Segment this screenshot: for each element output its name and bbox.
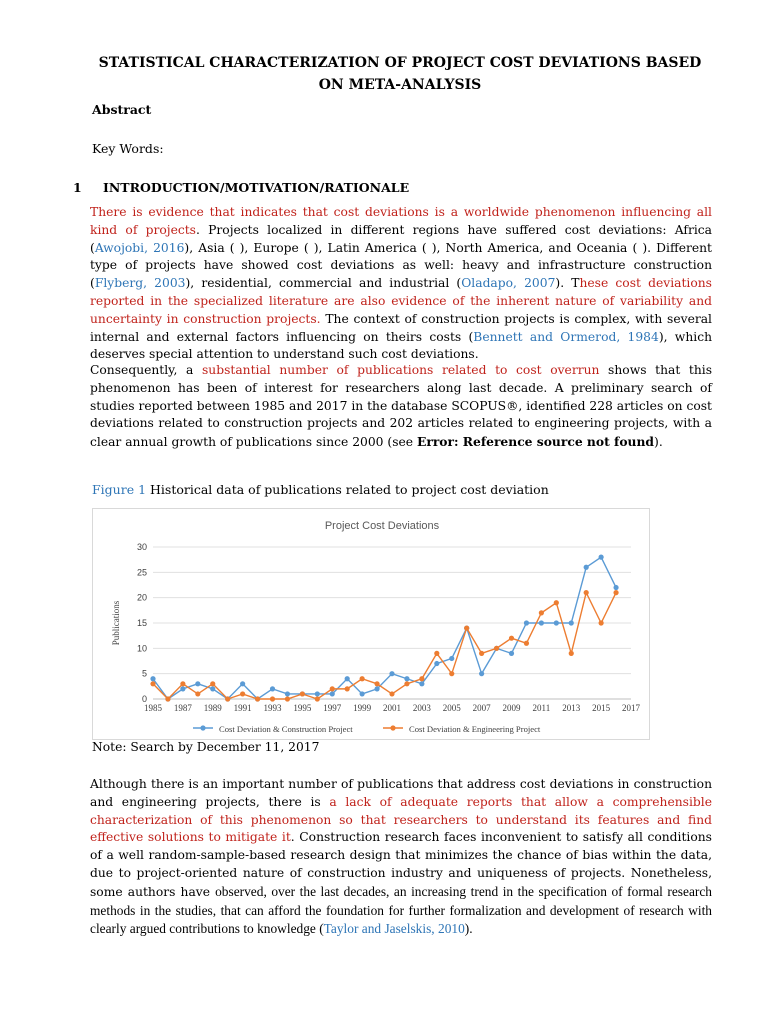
citation-flyberg[interactable]: Flyberg, 2003 [94,276,186,291]
title-line-2: ON META-ANALYSIS [318,77,482,93]
series-line-2 [153,593,616,699]
series-1-point [434,661,439,666]
citation-awojobi[interactable]: Awojobi, 2016 [94,240,185,255]
series-2-point [389,691,394,696]
series-2-point [509,636,514,641]
p1-highlight-2: hese cost deviations reported in the specialized literature are also evidence of the inherent nature of variability and uncertainty in construction projects. [90,276,712,326]
series-2-point [270,696,275,701]
p2-text-3: ). [654,435,663,450]
y-tick-label: 25 [136,567,147,578]
series-1-point [419,681,424,686]
p1-text-4: ). T [555,276,580,291]
series-1-point [195,681,200,686]
series-1-point [240,681,245,686]
series-1-point [509,651,514,656]
series-2-point [613,590,618,595]
series-2-point [300,691,305,696]
figure-label: Figure 1 [92,482,147,497]
series-2-point [479,651,484,656]
series-1-point [554,620,559,625]
series-1-point [285,691,290,696]
section-heading: INTRODUCTION/MOTIVATION/RATIONALE [103,180,410,195]
series-2-point [449,671,454,676]
x-tick-label: 2009 [502,703,521,713]
x-tick-label: 1993 [263,703,282,713]
series-2-point [464,625,469,630]
legend-marker-1 [200,725,205,730]
legend-engineering: Cost Deviation & Engineering Project [409,724,541,734]
x-tick-label: 1987 [173,703,192,713]
p2-text-2: shows that this phenomenon has been of interest for researchers along last decade. A preliminary search of studies reported between 1985 and 2017 in the database SCOPUS®, identified 228 articles on cost deviations related to construction projects and 202 articles related to engineering projects, with a clear annual growth of publications since 2000 (see [90,363,713,450]
line-chart [93,509,649,739]
citation-oladapo[interactable]: Oladapo, 2007 [461,276,556,291]
abstract-heading: Abstract [92,102,152,117]
p1-highlight-1: There is evidence that indicates that cost deviations is a worldwide phenomenon influencing all kind of projects [90,205,712,237]
series-1-point [449,656,454,661]
section-number: 1 [73,180,82,195]
series-2-point [315,696,320,701]
y-axis-label: Publications [111,600,121,646]
figure-note: Note: Search by December 11, 2017 [92,740,320,754]
series-1-point [210,686,215,691]
series-1-point [599,555,604,560]
y-tick-label: 5 [141,668,147,679]
x-tick-label: 2015 [592,703,611,713]
p3-text-3: observed, over the last decades, an increasing trend in the specification of formal research methods in the studies, that can afford the foundation for further formalization and development of research with clearly argued contributions to knowledge ( [90,883,712,937]
x-tick-label: 2007 [472,703,491,713]
x-tick-label: 2005 [442,703,461,713]
x-tick-label: 1995 [293,703,312,713]
y-tick-label: 20 [136,592,147,603]
series-1-point [180,686,185,691]
series-2-point [374,681,379,686]
title-line-1: STATISTICAL CHARACTERIZATION OF PROJECT COST DEVIATIONS BASED [98,55,702,71]
series-2-point [404,681,409,686]
p1-text-5: The context of construction projects is complex, with several internal and external factors influencing on theirs costs ( [90,311,712,344]
citation-taylor[interactable]: Taylor and Jaselskis, 2010 [323,921,465,937]
series-2-point [225,696,230,701]
series-1-point [360,691,365,696]
p1-text-6: ), which deserves special attention to understand such cost deviations. [90,329,712,362]
citation-bennett[interactable]: Bennett and Ormerod, 1984 [473,329,659,344]
series-2-point [569,651,574,656]
series-2-point [554,600,559,605]
series-1-point [374,686,379,691]
series-2-point [599,620,604,625]
series-2-point [330,686,335,691]
paper-title [80,52,720,96]
legend-marker-2 [390,725,395,730]
series-1-point [539,620,544,625]
series-2-point [210,681,215,686]
p3-highlight: a lack of adequate reports that allow a comprehensible characterization of this phenomenon so that researchers to understand its features and find effective solutions to mitigate it [90,794,712,845]
series-1-point [524,620,529,625]
p1-text-2: ), Asia ( ), Europe ( ), Latin America ( ), North America, and Oceania ( ). Different type of projects have showed cost deviations as well: heavy and infrastructure construction ( [90,240,712,291]
x-tick-label: 1991 [233,703,252,713]
series-1-point [330,691,335,696]
y-tick-label: 15 [136,618,147,628]
y-tick-label: 0 [141,694,147,704]
series-2-point [255,696,260,701]
series-1-point [150,676,155,681]
p2-highlight: substantial number of publications related to cost overrun [201,363,600,377]
x-tick-label: 2011 [532,703,551,713]
series-1-point [569,620,574,625]
series-2-point [360,676,365,681]
series-2-point [195,691,200,696]
series-2-point [539,610,544,615]
x-tick-label: 2003 [412,703,431,713]
keywords-label: Key Words: [92,141,164,156]
x-tick-label: 2017 [622,703,640,713]
series-1-point [584,565,589,570]
paragraph-1 [90,204,712,364]
legend-construction: Cost Deviation & Construction Project [219,724,353,734]
series-2-point [240,691,245,696]
paragraph-3 [90,776,712,939]
series-1-point [479,671,484,676]
series-1-point [315,691,320,696]
y-tick-label: 10 [136,643,147,654]
p3-text-2: . Construction research faces inconvenient to satisfy all conditions of a well random-sample-based research design that minimizes the chance of bias within the data, due to project-oriented nature of construction industry and uniqueness of projects. Nonetheless, some authors have [90,830,712,899]
x-tick-label: 2013 [562,703,581,713]
p1-text-1: . Projects localized in different regions have suffered cost deviations: Africa ( [90,222,712,255]
chart-title: Project Cost Deviations [324,520,440,532]
p2-text-1: Consequently, a [90,363,202,377]
x-tick-label: 1999 [353,703,372,713]
figure-caption-text: Historical data of publications related to project cost deviation [146,482,549,497]
chart-container [92,508,650,740]
x-tick-label: 1997 [323,703,342,713]
x-tick-label: 1989 [203,703,222,713]
p1-text-3: ), residential, commercial and industrial ( [185,276,462,291]
series-1-point [270,686,275,691]
x-tick-label: 1985 [144,703,162,713]
series-line-1 [153,557,616,699]
figure-caption [92,482,549,497]
paragraph-2 [90,362,712,452]
series-2-point [434,651,439,656]
series-1-point [404,676,409,681]
series-2-point [584,590,589,595]
p3-text-1: Although there is an important number of publications that address cost deviations in construction and engineering projects, there is [90,777,712,809]
y-tick-label: 30 [136,542,147,552]
series-2-point [150,681,155,686]
series-1-point [389,671,394,676]
reference-error: Error: Reference source not found [416,434,655,450]
series-2-point [345,686,350,691]
p3-text-4: ). [464,921,473,937]
series-2-point [494,646,499,651]
x-tick-label: 2001 [383,703,401,713]
series-1-point [345,676,350,681]
series-2-point [180,681,185,686]
series-2-point [419,676,424,681]
series-2-point [524,641,529,646]
series-2-point [165,696,170,701]
series-2-point [285,696,290,701]
series-1-point [613,585,618,590]
